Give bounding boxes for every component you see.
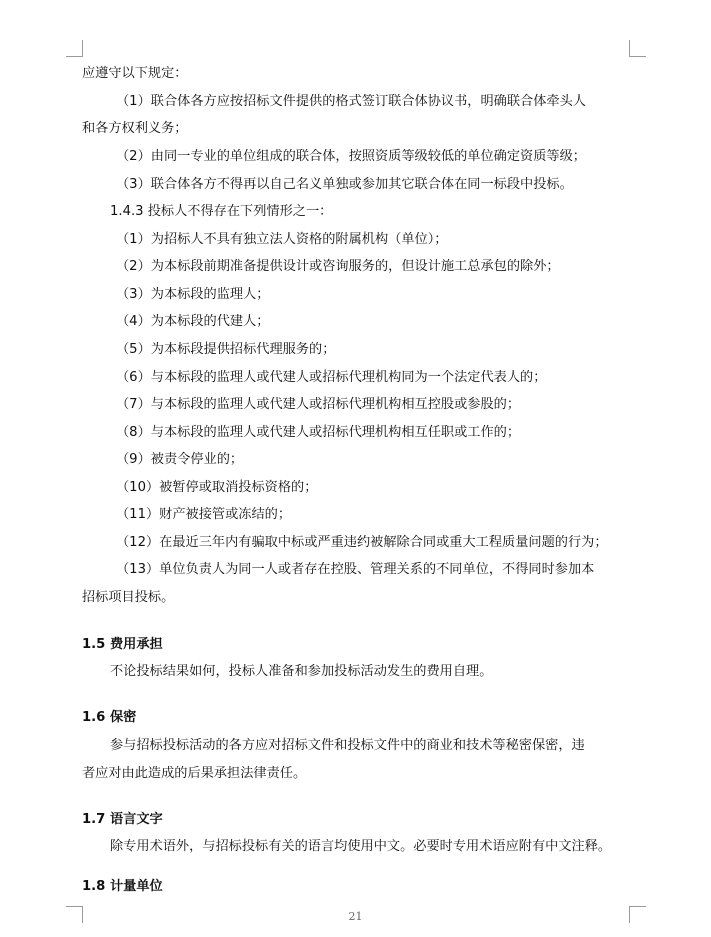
text-line: （5）为本标段提供招标代理服务的；: [116, 342, 336, 357]
clause-heading: 1.4.3 投标人不得存在下列情形之一：: [110, 204, 333, 219]
text-line: （11）财产被接管或冻结的；: [116, 507, 292, 522]
text-line: （10）被暂停或取消投标资格的；: [116, 480, 318, 495]
crop-mark-top-left: [66, 40, 83, 57]
text-line: （1）联合体各方应按招标文件提供的格式签订联合体协议书，明确联合体牵头人: [116, 94, 586, 109]
section-heading: 1.6 保密: [82, 710, 137, 725]
page-number: 21: [348, 910, 363, 923]
text-line: 不论投标结果如何，投标人准备和参加投标活动发生的费用自理。: [110, 664, 493, 679]
text-line: （7）与本标段的监理人或代建人或招标代理机构相互控股或参股的；: [116, 397, 521, 412]
text-line: （9）被责令停业的；: [116, 452, 244, 467]
section-heading: 1.7 语言文字: [82, 812, 163, 827]
section-heading: 1.8 计量单位: [82, 879, 163, 894]
text-line: 参与招标投标活动的各方应对招标文件和投标文件中的商业和技术等秘密保密，违: [110, 738, 585, 753]
text-line: （12）在最近三年内有骗取中标或严重违约被解除合同或重大工程质量问题的行为；: [116, 535, 608, 550]
text-line: 者应对由此造成的后果承担法律责任。: [82, 766, 307, 781]
text-line: 应遵守以下规定：: [82, 66, 188, 81]
text-line: （13）单位负责人为同一人或者存在控股、管理关系的不同单位，不得同时参加本: [116, 562, 595, 577]
text-line: （2）为本标段前期准备提供设计或咨询服务的，但设计施工总承包的除外；: [116, 259, 560, 274]
crop-mark-top-right: [629, 40, 646, 57]
section-heading: 1.5 费用承担: [82, 637, 163, 652]
text-line: （4）为本标段的代建人；: [116, 314, 270, 329]
text-line: （2）由同一专业的单位组成的联合体，按照资质等级较低的单位确定资质等级；: [116, 149, 586, 164]
text-line: （6）与本标段的监理人或代建人或招标代理机构同为一个法定代表人的；: [116, 370, 547, 385]
text-line: 和各方权利义务；: [82, 121, 188, 136]
text-line: （3）联合体各方不得再以自己名义单独或参加其它联合体在同一标段中投标。: [116, 177, 573, 192]
text-line: 除专用术语外，与招标投标有关的语言均使用中文。必要时专用术语应附有中文注释。: [110, 839, 612, 854]
text-line: （8）与本标段的监理人或代建人或招标代理机构相互任职或工作的；: [116, 425, 521, 440]
text-line: （3）为本标段的监理人；: [116, 287, 270, 302]
text-line: （1）为招标人不具有独立法人资格的附属机构（单位）；: [116, 232, 448, 247]
text-line: 招标项目投标。: [82, 590, 175, 605]
